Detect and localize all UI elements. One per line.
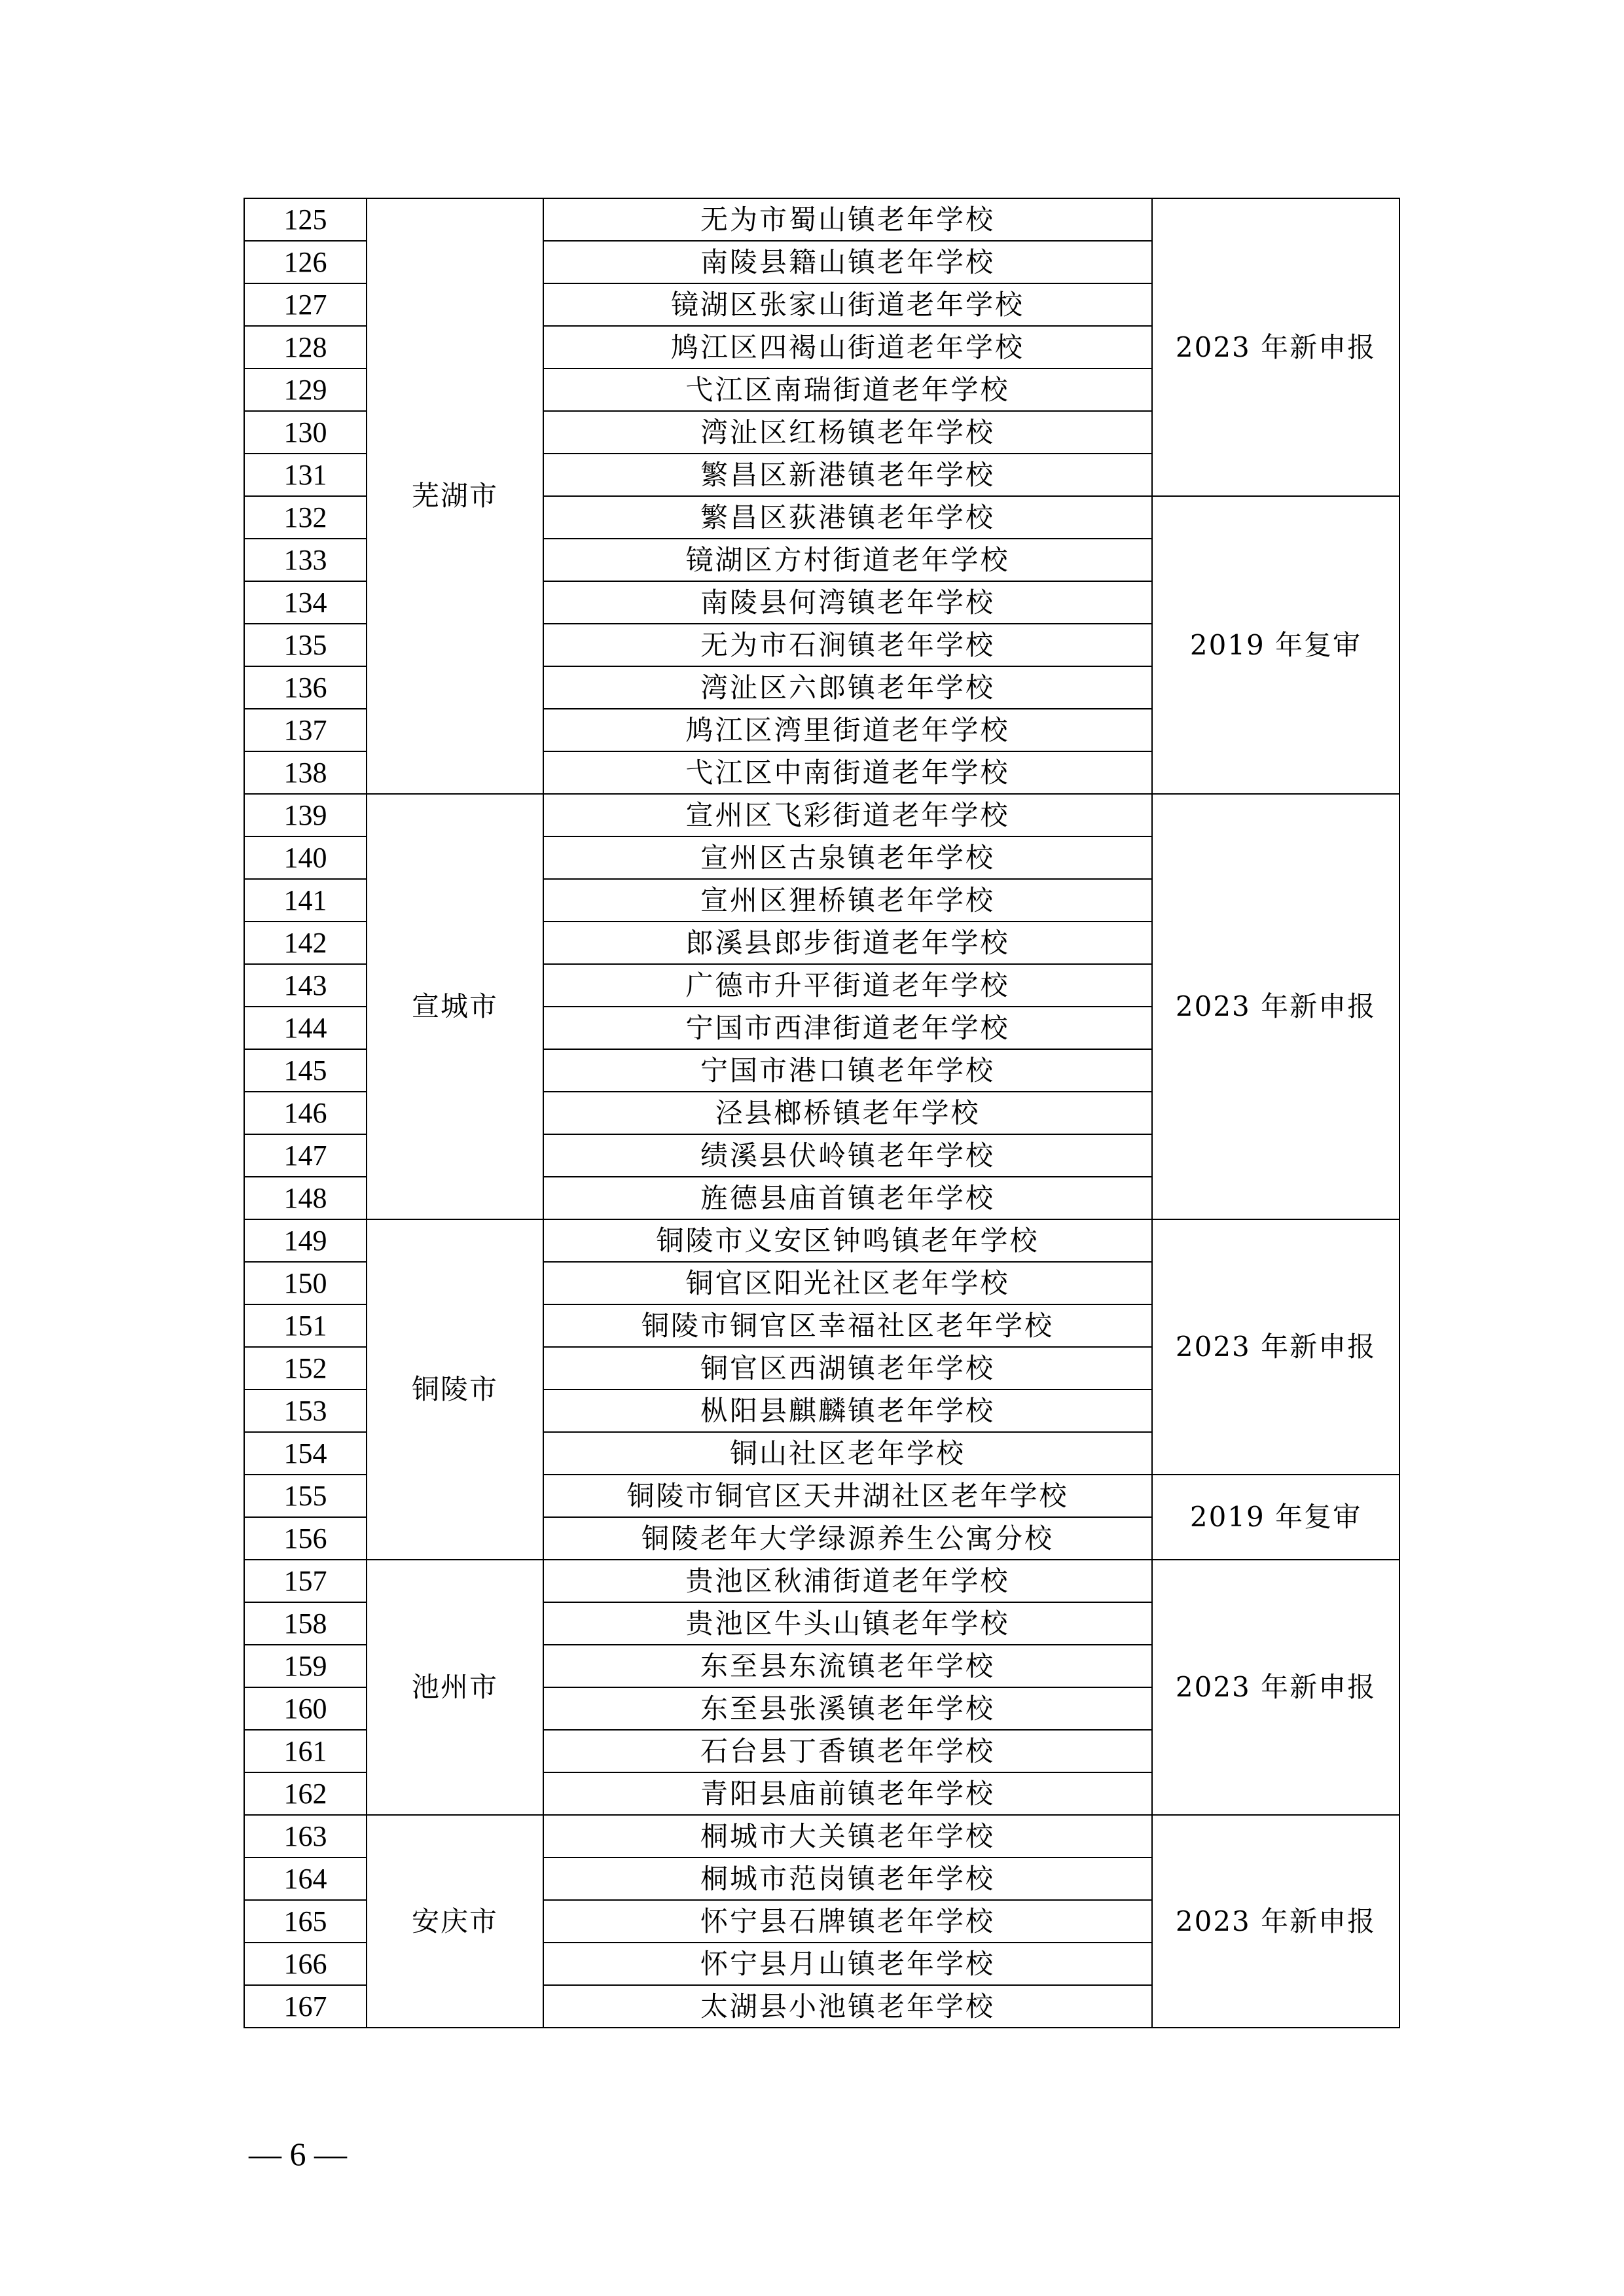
row-number-cell: 132 [244, 496, 367, 539]
row-number-cell: 125 [244, 198, 367, 241]
school-name-cell: 铜官区西湖镇老年学校 [543, 1347, 1152, 1390]
row-number-cell: 141 [244, 879, 367, 922]
school-name-cell: 宣州区飞彩街道老年学校 [543, 794, 1152, 836]
school-name-cell: 宣州区狸桥镇老年学校 [543, 879, 1152, 922]
school-name-cell: 绩溪县伏岭镇老年学校 [543, 1134, 1152, 1177]
school-name-cell: 无为市蜀山镇老年学校 [543, 198, 1152, 241]
status-cell: 2023 年新申报 [1152, 794, 1399, 1219]
row-number-cell: 164 [244, 1857, 367, 1900]
row-number-cell: 129 [244, 368, 367, 411]
page-number: — 6 — [249, 2136, 347, 2172]
school-name-cell: 湾沚区六郎镇老年学校 [543, 666, 1152, 709]
school-name-cell: 东至县东流镇老年学校 [543, 1645, 1152, 1687]
row-number-cell: 143 [244, 964, 367, 1007]
row-number-cell: 149 [244, 1219, 367, 1262]
row-number-cell: 126 [244, 241, 367, 283]
row-number-cell: 136 [244, 666, 367, 709]
row-number-cell: 163 [244, 1815, 367, 1857]
table-body [244, 198, 1399, 2028]
row-number-cell: 147 [244, 1134, 367, 1177]
city-cell: 芜湖市 [367, 198, 543, 794]
row-number-cell: 138 [244, 751, 367, 794]
school-name-cell: 繁昌区新港镇老年学校 [543, 454, 1152, 496]
row-number-cell: 127 [244, 283, 367, 326]
row-number-cell: 130 [244, 411, 367, 454]
table-row [244, 1815, 1399, 1857]
school-name-cell: 湾沚区红杨镇老年学校 [543, 411, 1152, 454]
table-row [244, 1560, 1399, 1602]
row-number-cell: 156 [244, 1517, 367, 1560]
status-cell: 2023 年新申报 [1152, 1815, 1399, 2028]
school-name-cell: 南陵县何湾镇老年学校 [543, 581, 1152, 624]
status-cell: 2019 年复审 [1152, 496, 1399, 794]
school-name-cell: 郎溪县郎步街道老年学校 [543, 922, 1152, 964]
status-cell: 2023 年新申报 [1152, 198, 1399, 496]
school-name-cell: 宁国市西津街道老年学校 [543, 1007, 1152, 1049]
status-cell: 2019 年复审 [1152, 1475, 1399, 1560]
school-name-cell: 铜陵老年大学绿源养生公寓分校 [543, 1517, 1152, 1560]
school-name-cell: 怀宁县月山镇老年学校 [543, 1943, 1152, 1985]
city-cell: 铜陵市 [367, 1219, 543, 1560]
row-number-cell: 151 [244, 1304, 367, 1347]
row-number-cell: 157 [244, 1560, 367, 1602]
school-name-cell: 东至县张溪镇老年学校 [543, 1687, 1152, 1730]
school-name-cell: 泾县榔桥镇老年学校 [543, 1092, 1152, 1134]
school-name-cell: 弋江区南瑞街道老年学校 [543, 368, 1152, 411]
row-number-cell: 140 [244, 836, 367, 879]
school-name-cell: 怀宁县石牌镇老年学校 [543, 1900, 1152, 1943]
school-name-cell: 无为市石涧镇老年学校 [543, 624, 1152, 666]
table-row [244, 794, 1399, 836]
row-number-cell: 137 [244, 709, 367, 751]
school-name-cell: 镜湖区张家山街道老年学校 [543, 283, 1152, 326]
row-number-cell: 150 [244, 1262, 367, 1304]
city-cell: 池州市 [367, 1560, 543, 1815]
row-number-cell: 139 [244, 794, 367, 836]
status-cell: 2023 年新申报 [1152, 1560, 1399, 1815]
row-number-cell: 142 [244, 922, 367, 964]
row-number-cell: 159 [244, 1645, 367, 1687]
city-cell: 宣城市 [367, 794, 543, 1219]
row-number-cell: 145 [244, 1049, 367, 1092]
row-number-cell: 158 [244, 1602, 367, 1645]
row-number-cell: 155 [244, 1475, 367, 1517]
row-number-cell: 154 [244, 1432, 367, 1475]
school-name-cell: 铜陵市义安区钟鸣镇老年学校 [543, 1219, 1152, 1262]
school-name-cell: 南陵县籍山镇老年学校 [543, 241, 1152, 283]
row-number-cell: 152 [244, 1347, 367, 1390]
row-number-cell: 148 [244, 1177, 367, 1219]
school-name-cell: 铜官区阳光社区老年学校 [543, 1262, 1152, 1304]
row-number-cell: 146 [244, 1092, 367, 1134]
row-number-cell: 161 [244, 1730, 367, 1772]
row-number-cell: 131 [244, 454, 367, 496]
row-number-cell: 128 [244, 326, 367, 368]
school-name-cell: 贵池区牛头山镇老年学校 [543, 1602, 1152, 1645]
school-name-cell: 石台县丁香镇老年学校 [543, 1730, 1152, 1772]
table-row [244, 1219, 1399, 1262]
row-number-cell: 144 [244, 1007, 367, 1049]
status-cell: 2023 年新申报 [1152, 1219, 1399, 1475]
school-name-cell: 旌德县庙首镇老年学校 [543, 1177, 1152, 1219]
row-number-cell: 135 [244, 624, 367, 666]
school-name-cell: 宁国市港口镇老年学校 [543, 1049, 1152, 1092]
row-number-cell: 167 [244, 1985, 367, 2028]
school-name-cell: 太湖县小池镇老年学校 [543, 1985, 1152, 2028]
school-name-cell: 铜山社区老年学校 [543, 1432, 1152, 1475]
school-name-cell: 鸠江区四褐山街道老年学校 [543, 326, 1152, 368]
school-name-cell: 铜陵市铜官区天井湖社区老年学校 [543, 1475, 1152, 1517]
school-list-table [244, 198, 1400, 2028]
row-number-cell: 160 [244, 1687, 367, 1730]
row-number-cell: 153 [244, 1390, 367, 1432]
school-name-cell: 弋江区中南街道老年学校 [543, 751, 1152, 794]
row-number-cell: 165 [244, 1900, 367, 1943]
school-name-cell: 青阳县庙前镇老年学校 [543, 1772, 1152, 1815]
row-number-cell: 166 [244, 1943, 367, 1985]
row-number-cell: 162 [244, 1772, 367, 1815]
school-name-cell: 广德市升平街道老年学校 [543, 964, 1152, 1007]
school-name-cell: 枞阳县麒麟镇老年学校 [543, 1390, 1152, 1432]
school-name-cell: 鸠江区湾里街道老年学校 [543, 709, 1152, 751]
school-name-cell: 铜陵市铜官区幸福社区老年学校 [543, 1304, 1152, 1347]
school-name-cell: 宣州区古泉镇老年学校 [543, 836, 1152, 879]
row-number-cell: 134 [244, 581, 367, 624]
school-name-cell: 镜湖区方村街道老年学校 [543, 539, 1152, 581]
table-row [244, 198, 1399, 241]
school-name-cell: 桐城市大关镇老年学校 [543, 1815, 1152, 1857]
school-name-cell: 贵池区秋浦街道老年学校 [543, 1560, 1152, 1602]
school-name-cell: 繁昌区荻港镇老年学校 [543, 496, 1152, 539]
city-cell: 安庆市 [367, 1815, 543, 2028]
row-number-cell: 133 [244, 539, 367, 581]
school-name-cell: 桐城市范岗镇老年学校 [543, 1857, 1152, 1900]
